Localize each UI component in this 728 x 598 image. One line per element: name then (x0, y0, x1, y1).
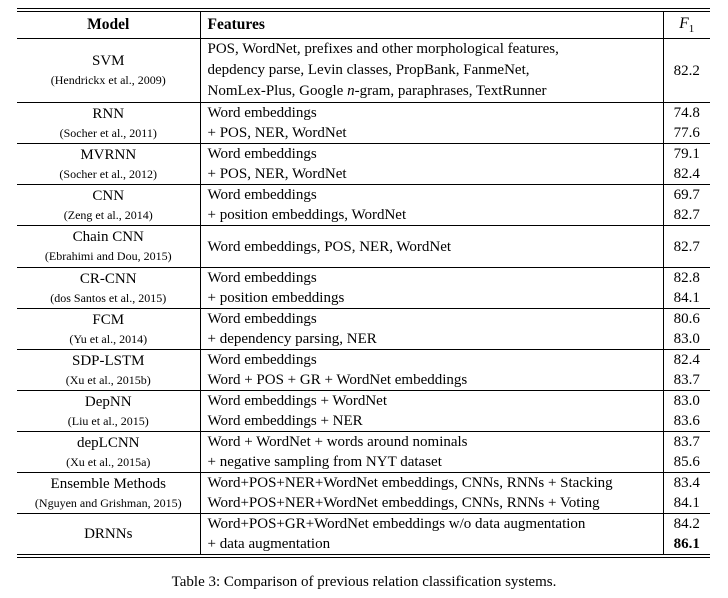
model-citation: (Zeng et al., 2014) (63, 207, 153, 222)
model-name: Chain CNN (72, 229, 144, 245)
model-group-deplcnn (17, 432, 710, 473)
table-row (17, 226, 710, 268)
f1-cell: 69.7 (663, 185, 710, 206)
features-cell: Word embeddings, POS, NER, WordNet (207, 238, 452, 255)
features-cell: Word embeddings + WordNet (207, 393, 387, 409)
feature-line: NomLex-Plus, Google n-gram, paraphrases, TextRunner (207, 83, 547, 99)
features-cell: + POS, NER, WordNet (207, 166, 347, 182)
model-cell (17, 309, 200, 350)
f1-cell: 82.8 (663, 268, 710, 289)
features-cell: + data augmentation (207, 536, 331, 552)
feature-line: depdency parse, Levin classes, PropBank, FanmeNet, (207, 62, 530, 78)
model-cell (17, 39, 200, 103)
features-cell: Word+POS+GR+WordNet embeddings w/o data augmentation (207, 516, 586, 532)
model-cell (17, 103, 200, 144)
f1-cell: 83.0 (663, 391, 710, 412)
features-cell: Word embeddings (207, 352, 317, 368)
model-group-cnn (17, 185, 710, 226)
f1-cell: 84.1 (663, 288, 710, 309)
features-cell: Word embeddings (207, 187, 317, 203)
model-cell (17, 268, 200, 309)
table-row (17, 185, 710, 206)
model-citation: (Socher et al., 2012) (59, 166, 158, 181)
model-citation: (Xu et al., 2015b) (65, 372, 151, 387)
model-cell (17, 391, 200, 432)
column-header-features: Features (200, 12, 663, 39)
model-cell (17, 144, 200, 185)
features-cell: + negative sampling from NYT dataset (207, 454, 442, 470)
model-cell (17, 185, 200, 226)
table-row (17, 514, 710, 535)
features-cell: + POS, NER, WordNet (207, 125, 347, 141)
f1-symbol: F (679, 14, 689, 32)
features-cell: + position embeddings, WordNet (207, 207, 407, 223)
features-cell: Word embeddings (207, 105, 317, 121)
features-cell: Word+POS+NER+WordNet embeddings, CNNs, RNNs + Voting (207, 495, 600, 511)
model-cell (17, 350, 200, 391)
model-group-mvrnn (17, 144, 710, 185)
table-header (17, 12, 710, 39)
model-name: MVRNN (80, 146, 137, 163)
f1-cell: 80.6 (663, 309, 710, 330)
table-row (17, 391, 710, 412)
features-cell: Word embeddings + NER (207, 413, 363, 429)
model-name: FCM (92, 311, 125, 328)
f1-cell-best: 86.1 (663, 534, 710, 555)
table-caption: Table 3: Comparison of previous relation classification systems. (171, 574, 557, 590)
model-citation: (Ebrahimi and Dou, 2015) (44, 249, 172, 263)
f1-cell: 77.6 (663, 123, 710, 144)
model-name: CNN (92, 187, 125, 204)
model-citation: (Hendrickx et al., 2009) (50, 73, 166, 87)
column-header-f1 (663, 12, 710, 39)
model-group-rnn (17, 103, 710, 144)
f1-cell: 82.4 (663, 164, 710, 185)
features-cell: + dependency parsing, NER (207, 331, 377, 347)
model-group-fcm (17, 309, 710, 350)
features-cell: + position embeddings (207, 290, 345, 306)
table-row (17, 268, 710, 289)
comparison-table-wrapper (17, 8, 710, 558)
model-name: Ensemble Methods (50, 475, 166, 492)
f1-cell: 82.7 (663, 226, 710, 268)
table-row (17, 103, 710, 124)
comparison-table (17, 11, 710, 555)
features-cell: Word embeddings (207, 270, 317, 286)
model-group-cr-cnn (17, 268, 710, 309)
model-cell (17, 226, 200, 268)
model-group-sdp-lstm (17, 350, 710, 391)
table-row (17, 309, 710, 330)
model-citation: (dos Santos et al., 2015) (50, 290, 167, 305)
model-citation: (Liu et al., 2015) (67, 413, 149, 428)
model-name: SDP-LSTM (71, 352, 145, 369)
model-cell (17, 473, 200, 514)
f1-cell: 82.4 (663, 350, 710, 371)
table-row (17, 473, 710, 494)
italic-n: n (347, 83, 355, 99)
header-row (17, 12, 710, 39)
features-cell: Word+POS+NER+WordNet embeddings, CNNs, RNNs + Stacking (207, 475, 613, 491)
model-citation: (Socher et al., 2011) (59, 125, 157, 140)
f1-cell: 83.4 (663, 473, 710, 494)
f1-cell: 79.1 (663, 144, 710, 165)
model-group-svm (17, 39, 710, 103)
model-group-drnns (17, 514, 710, 555)
table-row (17, 350, 710, 371)
model-group-chain-cnn (17, 226, 710, 268)
model-group-depnn (17, 391, 710, 432)
model-cell (17, 514, 200, 555)
model-name: SVM (91, 53, 125, 69)
model-name: depLCNN (77, 434, 140, 451)
f1-cell: 84.1 (663, 493, 710, 514)
features-cell: Word embeddings (207, 311, 317, 327)
f1-cell: 74.8 (663, 103, 710, 124)
f1-cell: 83.0 (663, 329, 710, 350)
model-name: RNN (92, 105, 125, 122)
f1-cell: 83.7 (663, 370, 710, 391)
column-header-model: Model (17, 12, 200, 39)
model-citation: (Yu et al., 2014) (69, 331, 148, 346)
features-cell: Word + WordNet + words around nominals (207, 434, 468, 450)
table-row (17, 39, 710, 103)
model-group-ensemble (17, 473, 710, 514)
f1-cell: 83.6 (663, 411, 710, 432)
model-name: DRNNs (84, 526, 133, 542)
f1-cell: 82.7 (663, 205, 710, 226)
model-name: DepNN (84, 393, 132, 410)
f1-cell: 83.7 (663, 432, 710, 453)
model-citation: (Nguyen and Grishman, 2015) (34, 495, 182, 510)
features-cell: Word embeddings (207, 146, 317, 162)
table-row (17, 432, 710, 453)
model-name: CR-CNN (79, 270, 137, 287)
f1-cell: 84.2 (663, 514, 710, 535)
feature-line: POS, WordNet, prefixes and other morphological features, (207, 41, 559, 57)
features-cell (200, 39, 663, 103)
f1-subscript: 1 (688, 23, 695, 36)
features-cell: Word + POS + GR + WordNet embeddings (207, 372, 468, 388)
table-row (17, 144, 710, 165)
f1-cell: 82.2 (663, 39, 710, 103)
model-citation: (Xu et al., 2015a) (66, 454, 151, 469)
model-cell (17, 432, 200, 473)
f1-cell: 85.6 (663, 452, 710, 473)
